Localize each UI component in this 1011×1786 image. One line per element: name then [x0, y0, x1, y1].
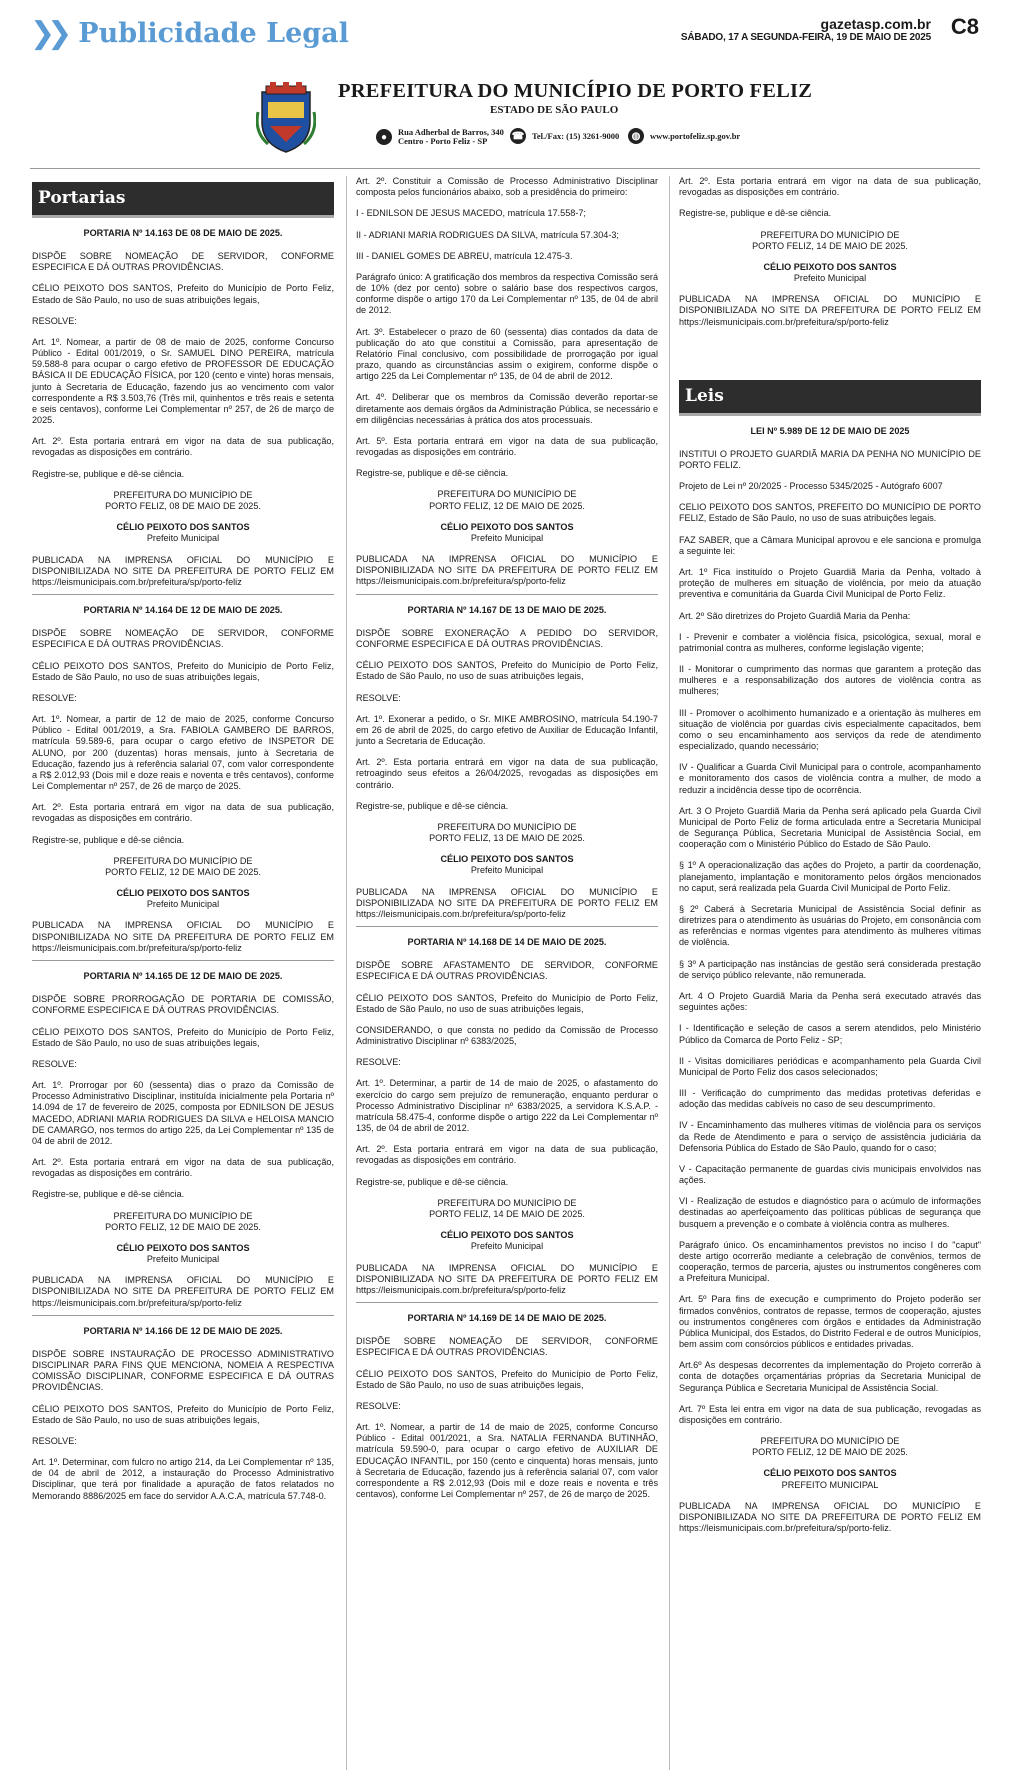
- phone-block: [510, 128, 619, 144]
- doc-title: PORTARIA Nº 14.167 DE 13 DE MAIO DE 2025.: [407, 604, 607, 615]
- ementa: DISPÕE SOBRE NOMEAÇÃO DE SERVIDOR, CONFORME ESPECIFICA E DÁ OUTRAS PROVIDÊNCIAS.: [32, 251, 334, 273]
- place-date: PORTO FELIZ, 13 DE MAIO DE 2025.: [429, 833, 585, 844]
- preamble: CÉLIO PEIXOTO DOS SANTOS, Prefeito do Município de Porto Feliz, Estado de São Paulo, no uso de suas atribuições legais,: [32, 283, 334, 305]
- place-date: PORTO FELIZ, 08 DE MAIO DE 2025.: [105, 501, 261, 511]
- issue-date: SÁBADO, 17 A SEGUNDA-FEIRA, 19 DE MAIO DE 2025: [680, 32, 931, 43]
- resolve: RESOLVE:: [356, 1400, 401, 1411]
- article: Art. 1º. Determinar, a partir de 14 de maio de 2025, o afastamento do exercício do cargo sem prejuízo de remuneração, enquanto perdurar o Processo Administrativo Disciplinar nº 6383/2025, a servidora K.S.A.P. - matrícula 58.475-4, conforme dispõe o artigo 222 da Lei Complementar nº 135, de 04 de abril de 2012.: [356, 1078, 658, 1134]
- action-item: I - Identificação e seleção de casos a serem atendidos, pelo Ministério Público da Comarca de Porto Feliz - SP;: [679, 1023, 981, 1045]
- article: Art. 1º. Prorrogar por 60 (sessenta) dias o prazo da Comissão de Processo Administrativo Disciplinar, instituída inicialmente pela Portaria nº 14.094 de 17 de fevereiro de 2025, composta por EDNILSON DE JESUS MACEDO, ADRIANI MARIA RODRIGUES DA SILVA e HELOISA MANCIO DE CAMARGO, nos termos do artigo 225, da Lei Complementar nº 135 de 04 de abril de 2012.: [32, 1080, 334, 1146]
- article: Art. 1º. Determinar, com fulcro no artigo 214, da Lei Complementar nº 135, de 04 de abril de 2012, a instauração do Processo Administrativo Disciplinar, que terá por finalidade a apuração de fatos relatados no Memorando 8886/2025 em face do servidor A.A.C.A, matrícula 57.748-0.: [32, 1457, 334, 1501]
- article: Art. 3 O Projeto Guardiã Maria da Penha será aplicado pela Guarda Civil Municipal de Porto Feliz de forma articulada entre a Secretaria Municipal de Segurança Pública, Secretaria Municipal de Assistência Social, em cooperação com o Ministério Público do Estado de São Paulo.: [679, 805, 981, 850]
- register-note: Registre-se, publique e dê-se ciência.: [679, 208, 832, 219]
- doc-divider: [32, 960, 334, 961]
- double-chevron-icon: ❯❯: [30, 15, 65, 51]
- member-item: III - DANIEL GOMES DE ABREU, matrícula 12.475-3.: [356, 250, 573, 261]
- action-item: VI - Realização de estudos e diagnóstico para o acúmulo de informações destinadas ao aperfeiçoamento das políticas públicas de segurança que busquem a prevenção e o combate à violência contra as mulheres.: [679, 1196, 981, 1229]
- article: Art. 1º. Nomear, a partir de 14 de maio de 2025, conforme Concurso Público - Edital 001/2021, a Sra. NATALIA FERNANDA BUTINHÃO, matrícula 59.590-0, para ocupar o cargo efetivo de AUXILIAR DE EDUCAÇÃO INFANTIL, por 150 (cento e cinquenta) horas mensais, junto à Secretaria de Educação, fazendo jus à referência salarial 07, com valor correspondente a R$ 2.012,93 (Dois mil e doze reais e noventa e três centavos), conforme Lei Complementar nº 257, de 26 de março de 2025.: [356, 1422, 658, 1500]
- article: Art. 2º. Esta portaria entrará em vigor na data de sua publicação, revogadas as disposições em contrário.: [32, 802, 334, 824]
- signer-role: Prefeito Municipal: [146, 899, 220, 910]
- action-item: IV - Encaminhamento das mulheres vítimas de violência para os serviços da Rede de Atendimento e para o serviço de assistência judiciária da Defensoria Pública do Estado de São Paulo, quando for o caso;: [679, 1120, 981, 1153]
- publication-note: PUBLICADA NA IMPRENSA OFICIAL DO MUNICÍPIO E DISPONIBILIZADA NO SITE DA PREFEITURA DE PORTO FELIZ EM https://leismunicipais.com.br/prefeitura/sp/porto-feliz: [356, 554, 658, 587]
- signer-role: Prefeito Municipal: [793, 273, 867, 284]
- lei-5989: [679, 426, 981, 1535]
- signer-role: Prefeito Municipal: [146, 1254, 220, 1265]
- preamble: CÉLIO PEIXOTO DOS SANTOS, Prefeito do Município de Porto Feliz, Estado de São Paulo, no uso de suas atribuições legais,: [32, 1026, 334, 1048]
- spacer: [679, 334, 981, 374]
- portaria-14163: [32, 228, 334, 588]
- org-title: PREFEITURA DO MUNICÍPIO DE PORTO FELIZ: [338, 80, 813, 102]
- preamble: CELIO PEIXOTO DOS SANTOS, PREFEITO DO MUNICÍPIO DE PORTO FELIZ, Estado de São Paulo, no uso de suas atribuições legais.: [679, 502, 981, 524]
- portaria-14165: [32, 971, 334, 1309]
- place-date: PORTO FELIZ, 12 DE MAIO DE 2025.: [105, 866, 261, 877]
- directive-item: IV - Qualificar a Guarda Civil Municipal para o controle, acompanhamento e monitoramento dos casos de violência contra a mulher, de modo a reduzir a incidência desse tipo de ocorrência.: [679, 762, 981, 795]
- resolve: RESOLVE:: [32, 315, 77, 326]
- section-title: Publicidade Legal: [78, 18, 349, 49]
- publication-note: PUBLICADA NA IMPRENSA OFICIAL DO MUNICÍPIO E DISPONIBILIZADA NO SITE DA PREFEITURA DE PORTO FELIZ EM https://leismunicipais.com.br/prefeitura/sp/porto-feliz: [32, 920, 334, 953]
- place-date: PORTO FELIZ, 12 DE MAIO DE 2025.: [105, 1221, 261, 1232]
- municipal-crest-icon: [256, 82, 316, 154]
- member-item: I - EDNILSON DE JESUS MACEDO, matrícula 17.558-7;: [356, 208, 586, 219]
- column-3: [679, 176, 981, 1540]
- column-1: [32, 176, 334, 1512]
- article: Art. 1º. Nomear, a partir de 12 de maio de 2025, conforme Concurso Público - Edital 001/2019, a Sra. FABIOLA GAMBERO DE BARROS, matrícula 59.589-6, para ocupar o cargo efetivo de INSPETOR DE ALUNO, por 200 (duzentas) horas mensais, junto à Secretaria de Educação, fazendo jus à referência salarial 07, com valor correspondente a R$ 2.012,93 (Dois mil e doze reais e noventa e três centavos), conforme Lei Complementar nº 257, de 26 de março de 2025.: [32, 714, 334, 792]
- article: Art. 2º. Esta portaria entrará em vigor na data de sua publicação, revogadas as disposições em contrário.: [32, 436, 334, 458]
- signer: CÉLIO PEIXOTO DOS SANTOS: [440, 1230, 574, 1241]
- org-subtitle: ESTADO DE SÃO PAULO: [490, 104, 619, 116]
- ementa: DISPÕE SOBRE NOMEAÇÃO DE SERVIDOR, CONFORME ESPECIFICA E DÁ OUTRAS PROVIDÊNCIAS.: [356, 1336, 658, 1358]
- signer-role: PREFEITO MUNICIPAL: [781, 1479, 879, 1490]
- paragraph-unico: Parágrafo único. Os encaminhamentos previstos no inciso I do "caput" deste artigo ocorrerão mediante a celebração de convênios, termos de cooperação, termos de parceria, ajustes ou instrumentos congêneres com a Prefeitura Municipal.: [679, 1239, 981, 1284]
- article: Art. 4 O Projeto Guardiã Maria da Penha será executado através das seguintes ações:: [679, 990, 981, 1013]
- publication-note: PUBLICADA NA IMPRENSA OFICIAL DO MUNICÍPIO E DISPONIBILIZADA NO SITE DA PREFEITURA DE PORTO FELIZ EM https://leismunicipais.com.br/prefeitura/sp/porto-feliz.: [679, 1500, 981, 1534]
- portaria-14167: [356, 605, 658, 920]
- publication-note: PUBLICADA NA IMPRENSA OFICIAL DO MUNICÍPIO E DISPONIBILIZADA NO SITE DA PREFEITURA DE PORTO FELIZ EM https://leismunicipais.com.br/prefeitura/sp/porto-feliz: [32, 554, 334, 587]
- paragraph: § 1º A operacionalização das ações do Projeto, a partir da coordenação, planejamento, implantação e monitoramento pelos órgãos mencionados no caput, será realizada pela Guarda Civil Municipal de Porto Feliz.: [679, 860, 981, 893]
- directive-item: III - Promover o acolhimento humanizado e a orientação às mulheres em situação de violência por guardas civis especialmente capacitados, bem como o seu encaminhamento aos serviços da rede de atendimento especializado, quando necessário;: [679, 707, 981, 752]
- doc-divider: [356, 1302, 658, 1303]
- action-item: V - Capacitação permanente de guardas civis municipais envolvidos nas ações.: [679, 1163, 981, 1186]
- portaria-14166-continued: [356, 176, 658, 588]
- resolve: RESOLVE:: [32, 1435, 77, 1446]
- article: Art. 1º. Exonerar a pedido, o Sr. MIKE AMBROSINO, matrícula 54.190-7 em 26 de abril de 2025, do cargo efetivo de Auxiliar de Educação Infantil, junto a Secretaria de Educação.: [356, 713, 658, 747]
- doc-title: PORTARIA Nº 14.165 DE 12 DE MAIO DE 2025.: [83, 970, 283, 981]
- place-line: PREFEITURA DO MUNICÍPIO DE: [437, 1197, 577, 1208]
- article: Art. 2º. Esta portaria entrará em vigor na data de sua publicação, revogadas as disposições em contrário.: [679, 176, 981, 198]
- register-note: Registre-se, publique e dê-se ciência.: [32, 1189, 185, 1200]
- preamble: CÉLIO PEIXOTO DOS SANTOS, Prefeito do Município de Porto Feliz, Estado de São Paulo, no uso de suas atribuições legais,: [356, 1368, 658, 1390]
- web-block: [628, 128, 740, 144]
- member-item: II - ADRIANI MARIA RODRIGUES DA SILVA, matrícula 57.304-3;: [356, 229, 619, 240]
- article: Art. 2º. Constituir a Comissão de Processo Administrativo Disciplinar composta pelos funcionários abaixo, sob a presidência do primeiro:: [356, 176, 658, 198]
- doc-divider: [32, 1315, 334, 1316]
- signer: CÉLIO PEIXOTO DOS SANTOS: [440, 521, 574, 532]
- projeto-ref: Projeto de Lei nº 20/2025 - Processo 5345/2025 - Autógrafo 6007: [679, 481, 943, 492]
- article: Art. 2º São diretrizes do Projeto Guardiã Maria da Penha:: [679, 610, 911, 621]
- article: Art. 7º Esta lei entra em vigor na data de sua publicação, revogadas as disposições em contrário.: [679, 1403, 981, 1425]
- section-heading-portarias: Portarias: [32, 182, 334, 218]
- column-divider: [346, 176, 347, 1770]
- ementa: DISPÕE SOBRE PRORROGAÇÃO DE PORTARIA DE COMISSÃO, CONFORME ESPECIFICA E DÁ OUTRAS PROVIDÊNCIAS.: [32, 994, 334, 1016]
- resolve: RESOLVE:: [32, 692, 77, 703]
- ementa: DISPÕE SOBRE AFASTAMENTO DE SERVIDOR, CONFORME ESPECIFICA E DÁ OUTRAS PROVIDÊNCIAS.: [356, 960, 658, 982]
- header-divider: [30, 168, 980, 169]
- place-date: PORTO FELIZ, 14 DE MAIO DE 2025.: [429, 1209, 585, 1219]
- ementa: DISPÕE SOBRE EXONERAÇÃO A PEDIDO DO SERVIDOR, CONFORME ESPECIFICA E DÁ OUTRAS PROVIDÊNCIAS.: [356, 627, 658, 649]
- signer: CÉLIO PEIXOTO DOS SANTOS: [116, 522, 250, 533]
- portaria-14169-continued: [679, 176, 981, 328]
- portaria-14166: [32, 1326, 334, 1502]
- directive-item: I - Prevenir e combater a violência física, psicológica, sexual, moral e patrimonial contra as mulheres, conforme legislação vigente;: [679, 631, 981, 653]
- place-date: PORTO FELIZ, 12 DE MAIO DE 2025.: [429, 500, 585, 511]
- publication-note: PUBLICADA NA IMPRENSA OFICIAL DO MUNICÍPIO E DISPONIBILIZADA NO SITE DA PREFEITURA DE PORTO FELIZ EM https://leismunicipais.com.br/prefeitura/sp/porto-feliz: [679, 294, 981, 327]
- phone-icon: ☎: [510, 128, 526, 144]
- article: Art. 5º Para fins de execução e cumprimento do Projeto poderão ser firmados convênios, contratos de repasse, termos de cooperação, ajustes ou instrumentos congêneres com órgãos e entidades da Administração Pública Municipal, dos Estados, do Distrito Federal e de outros Municípios, bem assim com consórcios públicos e entidades privadas.: [679, 1294, 981, 1350]
- place-date: PORTO FELIZ, 14 DE MAIO DE 2025.: [752, 240, 908, 251]
- signer: CÉLIO PEIXOTO DOS SANTOS: [763, 261, 897, 272]
- map-pin-icon: ●: [376, 129, 392, 145]
- resolve: RESOLVE:: [356, 692, 401, 703]
- doc-title: PORTARIA Nº 14.168 DE 14 DE MAIO DE 2025.: [407, 937, 607, 948]
- register-note: Registre-se, publique e dê-se ciência.: [356, 468, 509, 479]
- signer: CÉLIO PEIXOTO DOS SANTOS: [116, 888, 250, 899]
- resolve: RESOLVE:: [32, 1058, 77, 1069]
- phone-number: Tel./Fax: (15) 3261-9000: [532, 131, 620, 141]
- register-note: Registre-se, publique e dê-se ciência.: [356, 1176, 509, 1187]
- address-block: [376, 128, 504, 147]
- place-line: PREFEITURA DO MUNICÍPIO DE: [760, 229, 900, 240]
- article: Art.6º As despesas decorrentes da implementação do Projeto correrão à conta de dotações orçamentárias próprias da Secretaria Municipal de Segurança Pública e Secretaria Municipal de Assistência Social.: [679, 1360, 981, 1393]
- article: Art. 1º. Nomear, a partir de 08 de maio de 2025, conforme Concurso Público - Edital 001/2019, o Sr. SAMUEL DINO PEREIRA, matrícula 59.588-8 para ocupar o cargo efetivo de PROFESSOR DE EDUCAÇÃO BÁSICA II DE EDUCAÇÃO FÍSICA, por 120 (cento e vinte) horas mensais, junto à Secretaria de Educação, fazendo jus ao vencimento com valor correspondente a R$ 3.503,76 (Três mil, quinhentos e três reais e setenta e seis centavos), conforme Lei Complementar nº 257, de 26 de março de 2025.: [32, 336, 334, 426]
- doc-divider: [356, 926, 658, 927]
- signer-role: Prefeito Municipal: [146, 533, 220, 544]
- ementa: DISPÕE SOBRE NOMEAÇÃO DE SERVIDOR, CONFORME ESPECIFICA E DÁ OUTRAS PROVIDÊNCIAS.: [32, 628, 334, 650]
- action-item: II - Visitas domiciliares periódicas e acompanhamento pela Guarda Civil Municipal de Porto Feliz dos casos selecionados;: [679, 1055, 981, 1077]
- site-url[interactable]: gazetasp.com.br: [820, 16, 931, 32]
- register-note: Registre-se, publique e dê-se ciência.: [356, 800, 509, 811]
- signer: CÉLIO PEIXOTO DOS SANTOS: [763, 1468, 897, 1479]
- page-header: [0, 0, 1011, 80]
- preamble: CÉLIO PEIXOTO DOS SANTOS, Prefeito do Município de Porto Feliz, Estado de São Paulo, no uso de suas atribuições legais,: [32, 1403, 334, 1425]
- doc-title: PORTARIA Nº 14.169 DE 14 DE MAIO DE 2025.: [407, 1313, 607, 1324]
- place-line: PREFEITURA DO MUNICÍPIO DE: [113, 489, 253, 500]
- place-line: PREFEITURA DO MUNICÍPIO DE: [437, 821, 577, 832]
- doc-divider: [32, 594, 334, 595]
- ementa: INSTITUI O PROJETO GUARDIÃ MARIA DA PENHA NO MUNICÍPIO DE PORTO FELIZ.: [679, 448, 981, 470]
- portaria-14168: [356, 937, 658, 1296]
- doc-divider: [356, 594, 658, 595]
- register-note: Registre-se, publique e dê-se ciência.: [32, 468, 185, 479]
- place-line: PREFEITURA DO MUNICÍPIO DE: [113, 1210, 253, 1221]
- register-note: Registre-se, publique e dê-se ciência.: [32, 834, 185, 845]
- place-line: PREFEITURA DO MUNICÍPIO DE: [760, 1436, 900, 1447]
- doc-title: PORTARIA Nº 14.166 DE 12 DE MAIO DE 2025.: [83, 1325, 283, 1336]
- directive-item: II - Monitorar o cumprimento das normas que garantem a proteção das mulheres e a responsabilização dos autores de violência contra as mulheres;: [679, 664, 981, 697]
- preamble: CÉLIO PEIXOTO DOS SANTOS, Prefeito do Município de Porto Feliz, Estado de São Paulo, no uso de suas atribuições legais,: [32, 660, 334, 682]
- address-line-1: Rua Adherbal de Barros, 340: [398, 127, 504, 137]
- signer-role: Prefeito Municipal: [470, 1241, 544, 1252]
- publication-note: PUBLICADA NA IMPRENSA OFICIAL DO MUNICÍPIO E DISPONIBILIZADA NO SITE DA PREFEITURA DE PORTO FELIZ EM https://leismunicipais.com.br/prefeitura/sp/porto-feliz: [32, 1275, 334, 1308]
- paragraph: § 2º Caberá à Secretaria Municipal de Assistência Social definir as diretrizes para o atendimento às usuárias do Projeto, em consonância com as referências e normas vigentes para atendimento às mulheres vítimas de violência.: [679, 903, 981, 948]
- doc-title: PORTARIA Nº 14.164 DE 12 DE MAIO DE 2025.: [83, 605, 283, 616]
- signer-role: Prefeito Municipal: [470, 865, 544, 876]
- paragraph-unico: Parágrafo único: A gratificação dos membros da respectiva Comissão será de 10% (dez por cento) sobre o salário base dos respectivos cargos, conforme dispõe o artigo 170 da Lei Complementar nº 135, de 04 de abril de 2012.: [356, 271, 658, 316]
- signer-role: Prefeito Municipal: [470, 532, 544, 543]
- signer: CÉLIO PEIXOTO DOS SANTOS: [440, 854, 574, 865]
- article: Art. 2º. Esta portaria entrará em vigor na data de sua publicação, retroagindo seus efeitos a 26/04/2025, revogadas as disposições em contrário.: [356, 757, 658, 790]
- article: Art. 3º. Estabelecer o prazo de 60 (sessenta) dias contados da data de publicação do ato que constitui a Comissão, para apresentação de Relatório Final conclusivo, com possibilidade de prorrogação por igual prazo, quando as circunstâncias assim o exigirem, conforme dispõe o artigo 225 da Lei Complementar nº 135, de 04 de abril de 2012.: [356, 326, 658, 382]
- portaria-14169: [356, 1313, 658, 1500]
- doc-title: PORTARIA Nº 14.163 DE 08 DE MAIO DE 2025.: [83, 227, 283, 238]
- portaria-14164: [32, 605, 334, 954]
- paragraph: § 3º A participação nas instâncias de gestão será considerada prestação de serviço público relevante, não remunerada.: [679, 958, 981, 980]
- article: Art. 2º. Esta portaria entrará em vigor na data de sua publicação, revogadas as disposições em contrário.: [32, 1157, 334, 1179]
- column-2: [356, 176, 658, 1510]
- preamble: CÉLIO PEIXOTO DOS SANTOS, Prefeito do Município de Porto Feliz, Estado de São Paulo, no uso de suas atribuições legais,: [356, 992, 658, 1014]
- section-heading-leis: Leis: [679, 380, 981, 416]
- website[interactable]: www.portofeliz.sp.gov.br: [650, 131, 741, 141]
- place-line: PREFEITURA DO MUNICÍPIO DE: [437, 489, 577, 500]
- section-brand: [30, 15, 349, 51]
- place-date: PORTO FELIZ, 12 DE MAIO DE 2025.: [752, 1447, 908, 1458]
- article: Art. 2º. Esta portaria entrará em vigor na data de sua publicação, revogadas as disposições em contrário.: [356, 1144, 658, 1166]
- article: Art. 4º. Deliberar que os membros da Comissão deverão reportar-se diretamente aos demais órgãos da Administração Pública, se necessário e em diligências necessárias à prática dos atos processuais.: [356, 392, 658, 425]
- article: Art. 1º Fica instituído o Projeto Guardiã Maria da Penha, voltado à proteção de mulheres em situação de violência, por meio da atuação preventiva e comunitária da Guarda Civil Municipal de Porto Feliz.: [679, 567, 981, 600]
- considerando: CONSIDERANDO, o que consta no pedido da Comissão de Processo Administrativo Disciplinar nº 6383/2025,: [356, 1024, 658, 1047]
- preamble: CÉLIO PEIXOTO DOS SANTOS, Prefeito do Município de Porto Feliz, Estado de São Paulo, no uso de suas atribuições legais,: [356, 660, 658, 682]
- signer: CÉLIO PEIXOTO DOS SANTOS: [116, 1242, 250, 1253]
- action-item: III - Verificação do cumprimento das medidas protetivas deferidas e adoção das medidas cabíveis no caso de seu descumprimento.: [679, 1088, 981, 1110]
- page-number: C8: [950, 14, 979, 39]
- globe-icon: ◍: [628, 128, 644, 144]
- article: Art. 5º. Esta portaria entrará em vigor na data de sua publicação, revogadas as disposições em contrário.: [356, 435, 658, 458]
- column-divider: [669, 176, 670, 1770]
- doc-title: LEI Nº 5.989 DE 12 DE MAIO DE 2025: [750, 425, 910, 436]
- ementa: DISPÕE SOBRE INSTAURAÇÃO DE PROCESSO ADMINISTRATIVO DISCIPLINAR PARA FINS QUE MENCIONA, NOMEIA A RESPECTIVA COMISSÃO DISCIPLINAR, CONFORME ESPECIFICA E DÁ OUTRAS PROVIDÊNCIAS.: [32, 1348, 334, 1393]
- publication-note: PUBLICADA NA IMPRENSA OFICIAL DO MUNICÍPIO E DISPONIBILIZADA NO SITE DA PREFEITURA DE PORTO FELIZ EM https://leismunicipais.com.br/prefeitura/sp/porto-feliz: [356, 886, 658, 919]
- address-line-2: Centro - Porto Feliz - SP: [398, 136, 488, 147]
- resolve: RESOLVE:: [356, 1057, 401, 1068]
- masthead-info: [681, 16, 931, 43]
- faz-saber: FAZ SABER, que a Câmara Municipal aprovou e ele sanciona e promulga a seguinte lei:: [679, 534, 981, 556]
- place-line: PREFEITURA DO MUNICÍPIO DE: [113, 855, 253, 866]
- publication-note: PUBLICADA NA IMPRENSA OFICIAL DO MUNICÍPIO E DISPONIBILIZADA NO SITE DA PREFEITURA DE PORTO FELIZ EM https://leismunicipais.com.br/prefeitura/sp/porto-feliz: [356, 1262, 658, 1295]
